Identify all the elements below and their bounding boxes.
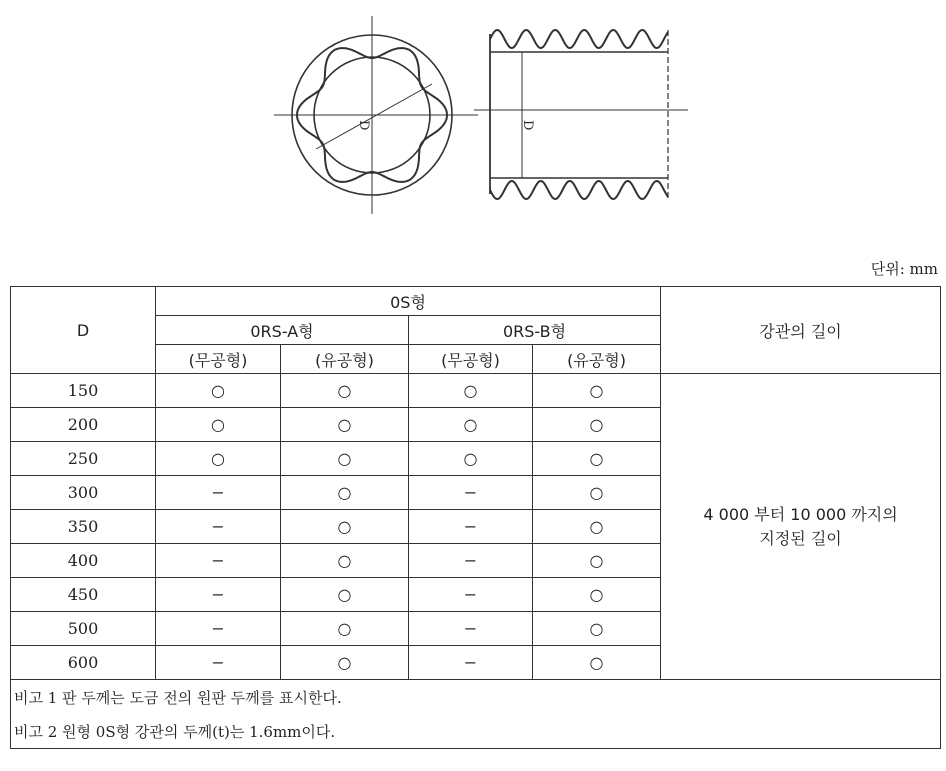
cell-a-no-hole: ○ [156,408,281,442]
header-a-hole: (유공형) [281,345,409,374]
cell-d: 150 [11,374,156,408]
table-row [11,374,941,408]
spec-table [10,286,941,749]
cell-a-no-hole: − [156,544,281,578]
cell-length [661,374,941,680]
cell-b-no-hole: − [409,544,533,578]
cell-a-no-hole: − [156,476,281,510]
header-a-no-hole: (무공형) [156,345,281,374]
cell-b-no-hole: − [409,578,533,612]
cell-a-no-hole: − [156,578,281,612]
cell-b-hole: ○ [533,544,661,578]
cell-a-hole: ○ [281,646,409,680]
note-2: 비고 2 원형 0S형 강관의 두께(t)는 1.6mm이다. [11,714,941,749]
cell-b-hole: ○ [533,476,661,510]
cell-d: 600 [11,646,156,680]
cell-a-hole: ○ [281,476,409,510]
header-b-hole: (유공형) [533,345,661,374]
cell-a-no-hole: − [156,510,281,544]
note-1: 비고 1 판 두께는 도금 전의 원판 두께를 표시한다. [11,680,941,715]
cell-b-hole: ○ [533,612,661,646]
cell-a-no-hole: − [156,612,281,646]
cell-d: 500 [11,612,156,646]
cell-a-no-hole: − [156,646,281,680]
cell-a-hole: ○ [281,374,409,408]
diameter-line [316,84,432,149]
cell-a-hole: ○ [281,442,409,476]
cell-b-hole: ○ [533,374,661,408]
cell-a-hole: ○ [281,578,409,612]
cell-a-no-hole: ○ [156,374,281,408]
pipe-top-wave [490,30,668,48]
cell-d: 350 [11,510,156,544]
length-line-1: 4 000 부터 10 000 까지의 [703,504,898,524]
header-d: D [11,287,156,374]
cell-b-no-hole: ○ [409,374,533,408]
cell-a-hole: ○ [281,510,409,544]
cell-a-hole: ○ [281,612,409,646]
cell-b-hole: ○ [533,408,661,442]
cell-b-no-hole: − [409,510,533,544]
cell-d: 250 [11,442,156,476]
cell-b-no-hole: − [409,646,533,680]
length-line-2: 지정된 길이 [759,528,842,548]
label-d-left: D [356,120,371,131]
cell-b-no-hole: − [409,476,533,510]
cell-a-hole: ○ [281,544,409,578]
cell-b-hole: ○ [533,646,661,680]
cell-b-no-hole: ○ [409,408,533,442]
header-type-a: 0RS-A형 [156,316,409,345]
header-type-b: 0RS-B형 [409,316,661,345]
cell-a-no-hole: ○ [156,442,281,476]
unit-label: 단위: mm [870,260,938,278]
cell-b-hole: ○ [533,510,661,544]
cell-b-hole: ○ [533,578,661,612]
cell-d: 300 [11,476,156,510]
pipe-figure [268,6,698,226]
cell-b-hole: ○ [533,442,661,476]
cell-b-no-hole: ○ [409,442,533,476]
header-os-group: 0S형 [156,287,661,316]
header-length: 강관의 길이 [661,287,941,374]
cell-d: 450 [11,578,156,612]
cell-d: 400 [11,544,156,578]
cell-d: 200 [11,408,156,442]
header-b-no-hole: (무공형) [409,345,533,374]
cell-b-no-hole: − [409,612,533,646]
cell-a-hole: ○ [281,408,409,442]
label-d-right: D [520,120,535,131]
pipe-bottom-wave [490,181,668,199]
